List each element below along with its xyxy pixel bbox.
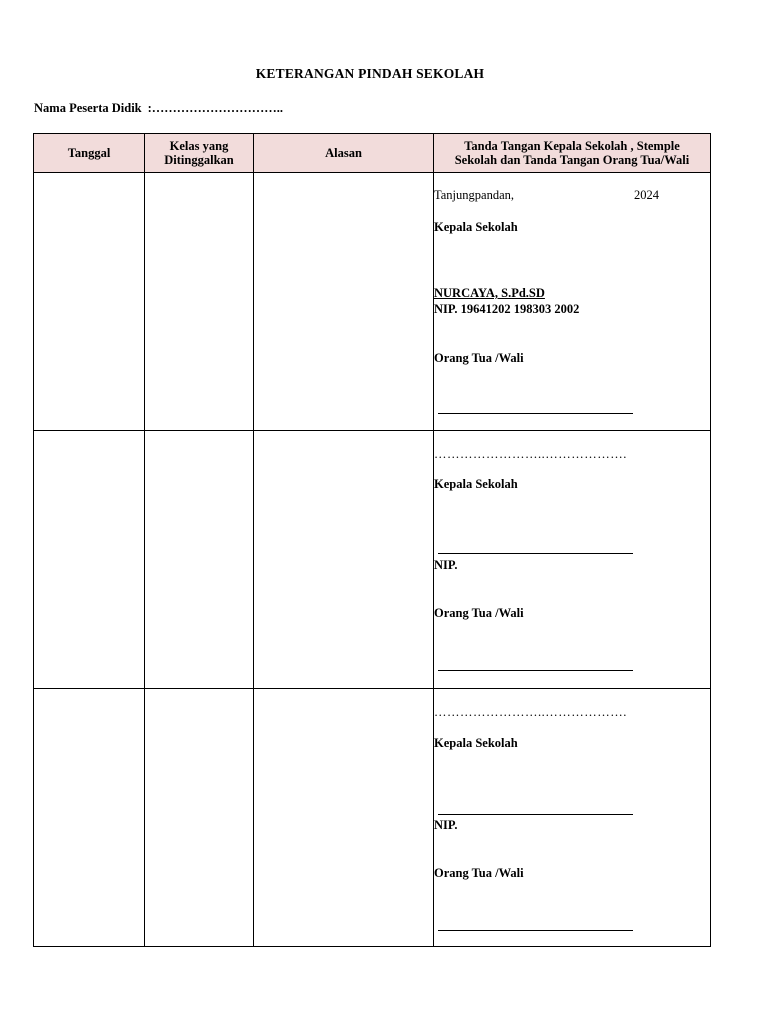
principal-nip: NIP. 19641202 198303 2002 [434, 302, 580, 316]
header-class-left: Kelas yang Ditinggalkan [145, 134, 254, 173]
parent-signature-line [438, 930, 633, 931]
principal-signature-line [438, 553, 633, 554]
year-text: 2024 [634, 188, 659, 202]
signature-cell [434, 173, 711, 431]
reason-cell[interactable] [254, 689, 434, 947]
table-row [34, 173, 711, 431]
document-title: KETERANGAN PINDAH SEKOLAH [255, 66, 485, 81]
header-reason: Alasan [254, 134, 434, 173]
class-cell[interactable] [145, 431, 254, 689]
principal-label: Kepala Sekolah [434, 736, 518, 750]
signature-cell [434, 431, 711, 689]
reason-cell[interactable] [254, 431, 434, 689]
principal-nip: NIP. [434, 818, 458, 832]
parent-label: Orang Tua /Wali [434, 351, 524, 365]
date-cell[interactable] [34, 431, 145, 689]
reason-cell[interactable] [254, 173, 434, 431]
principal-label: Kepala Sekolah [434, 477, 518, 491]
class-cell[interactable] [145, 689, 254, 947]
principal-nip: NIP. [434, 558, 458, 572]
table-row [34, 689, 711, 947]
signature-cell [434, 689, 711, 947]
transfer-table [33, 133, 711, 947]
class-cell[interactable] [145, 173, 254, 431]
student-name-blank: :………………………….. [147, 101, 284, 115]
date-cell[interactable] [34, 689, 145, 947]
table-header-row [34, 134, 711, 173]
parent-signature-line [438, 670, 633, 671]
place-text: Tanjungpandan, [434, 188, 515, 202]
student-name-line [34, 101, 283, 116]
date-cell[interactable] [34, 173, 145, 431]
student-name-label: Nama Peserta Didik [34, 101, 142, 115]
parent-signature-line [438, 413, 633, 414]
table-row [34, 431, 711, 689]
header-date: Tanggal [34, 134, 145, 173]
principal-name: NURCAYA, S.Pd.SD [434, 286, 545, 300]
parent-label: Orang Tua /Wali [434, 866, 524, 880]
parent-label: Orang Tua /Wali [434, 606, 524, 620]
principal-signature-line [438, 814, 633, 815]
place-blank: ……………………..………………. [434, 705, 627, 719]
place-blank: ……………………..………………. [434, 447, 627, 461]
header-signatures: Tanda Tangan Kepala Sekolah , Stemple Sekolah dan Tanda Tangan Orang Tua/Wali [434, 134, 711, 173]
principal-label: Kepala Sekolah [434, 220, 518, 234]
